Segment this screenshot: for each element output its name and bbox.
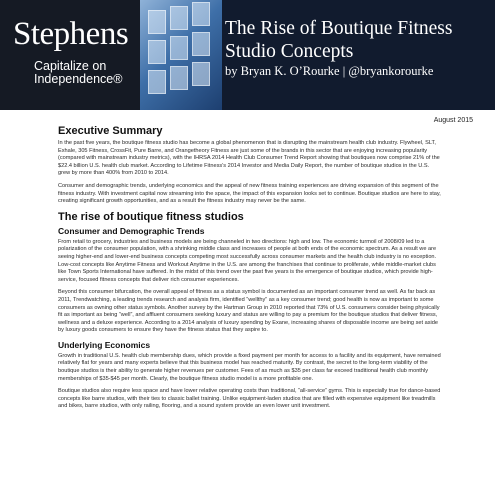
- underlying-economics-paragraph: Boutique studios also require less space and have lower relative operating costs than traditional, “all-service” gyms. This is especially true for dance-based concepts like barre studios, with their ties to classic ballet training. Unlike equipment-laden studios that are filled with expensive equipment like treadmills and bikes, barre studios, with only railing, flooring, and a sound system provide an even lower unit investment.: [58, 388, 441, 410]
- title-block: [222, 0, 495, 110]
- brand-tagline: [34, 60, 138, 86]
- title-line-2: Studio Concepts: [225, 41, 354, 62]
- building-photo: [140, 0, 222, 110]
- brand-block: [0, 0, 140, 110]
- rise-section-heading: The rise of boutique fitness studios: [58, 210, 244, 223]
- byline: by Bryan K. O’Rourke | @bryankorourke: [225, 64, 434, 78]
- brand-tagline-line2: Independence®: [34, 72, 123, 86]
- executive-summary-paragraph: Consumer and demographic trends, underlying economics and the appeal of new fitness training experiences are driving expansion of this segment of the fitness industry. With investment capital now streaming into the space, the impact of this expansion looks set to continue. Boutique studios are here to stay, creating significant growth opportunities, and as a result the fitness industry may never be the same.: [58, 182, 441, 205]
- brand-tagline-line1: Capitalize on: [34, 59, 107, 73]
- header-banner: [0, 0, 495, 110]
- consumer-trends-paragraph: From retail to grocery, industries and business models are being channeled in two directions: high and low. The economic turmoil of 2008/09 led to a polarization of the consumer population, with a shrinking middle class and increases of people at both ends of the economic spectrum. As a result we are seeing higher-end and lower-end business concepts competing most successfully across consumer markets and the health club industry is no exception. Low-cost concepts like Anytime Fitness and Workout Anytime in the U.S. are among the franchises that continue to proliferate, while middle-market clubs like Town Sports International have suffered. In the midst of this trend over the past five years is the emergence of boutique studios, which provide high-service, focused fitness concepts that deliver rich consumer experiences.: [58, 238, 437, 283]
- consumer-trends-paragraph: Beyond this consumer bifurcation, the overall appeal of fitness as a status symbol is documented as an important consumer trend as well. As far back as 2011, Trendwatching, a leading trends research and analysis firm, identified “wellthy” as a key consumer trend; good health is now as important to some consumers as owning other status symbols. Another survey by the Hartman Group in 2010 reported that 73% of U.S. consumers consider being physically fit as important as being “well”, and affluent consumers seeking luxury and status are willing to pay a premium for the boutique studios that deliver fitness, wellness and a deluxe experience. According to a 2014 analysis of luxury spending by Exane, increasing shares of disposable income are being set aside by luxury goods consumers to ensure they have the fitness status that they aspire to.: [58, 289, 440, 334]
- underlying-economics-heading: Underlying Economics: [58, 339, 151, 350]
- report-date: August 2015: [433, 117, 473, 124]
- brand-logo-text: Stephens: [13, 16, 129, 52]
- underlying-economics-paragraph: Growth in traditional U.S. health club membership dues, which provide a fixed payment per month for access to a facility and its equipment, have remained relatively flat for years and many experts believe that this business model has reached maturity. By contrast, the secret to the long-term viability of the boutique studios is their ability to generate higher revenues per customer. Fees of as much as $35 per class far exceed traditional health club monthly memberships of $35-$45 per month. Clearly, the boutique fitness studio model is a more profitable one.: [58, 352, 441, 382]
- executive-summary-paragraph: In the past five years, the boutique fitness studio has become a global phenomenon that is disrupting the mainstream health club industry. Flywheel, SLT, Exhale, 305 Fitness, CrossFit, Pure Barre, and Orangetheory Fitness are just some of the brands in this sector that are enjoying increasing popularity (compared with mainstream industry metrics), with the IHRSA 2014 Health Club Consumer Trend Report showing that boutiques now comprise 21% of the $22.4 billion U.S. health club market. According to Lifetime Fitness’s 2014 Investor and Media Daily Report, the number of boutique studios in the U.S. grew by more than 400% from 2010 to 2014.: [58, 140, 440, 177]
- executive-summary-heading: Executive Summary: [58, 125, 163, 137]
- document-body: [58, 125, 442, 416]
- title-line-1: The Rise of Boutique Fitness: [225, 18, 453, 39]
- consumer-trends-heading: Consumer and Demographic Trends: [58, 225, 205, 236]
